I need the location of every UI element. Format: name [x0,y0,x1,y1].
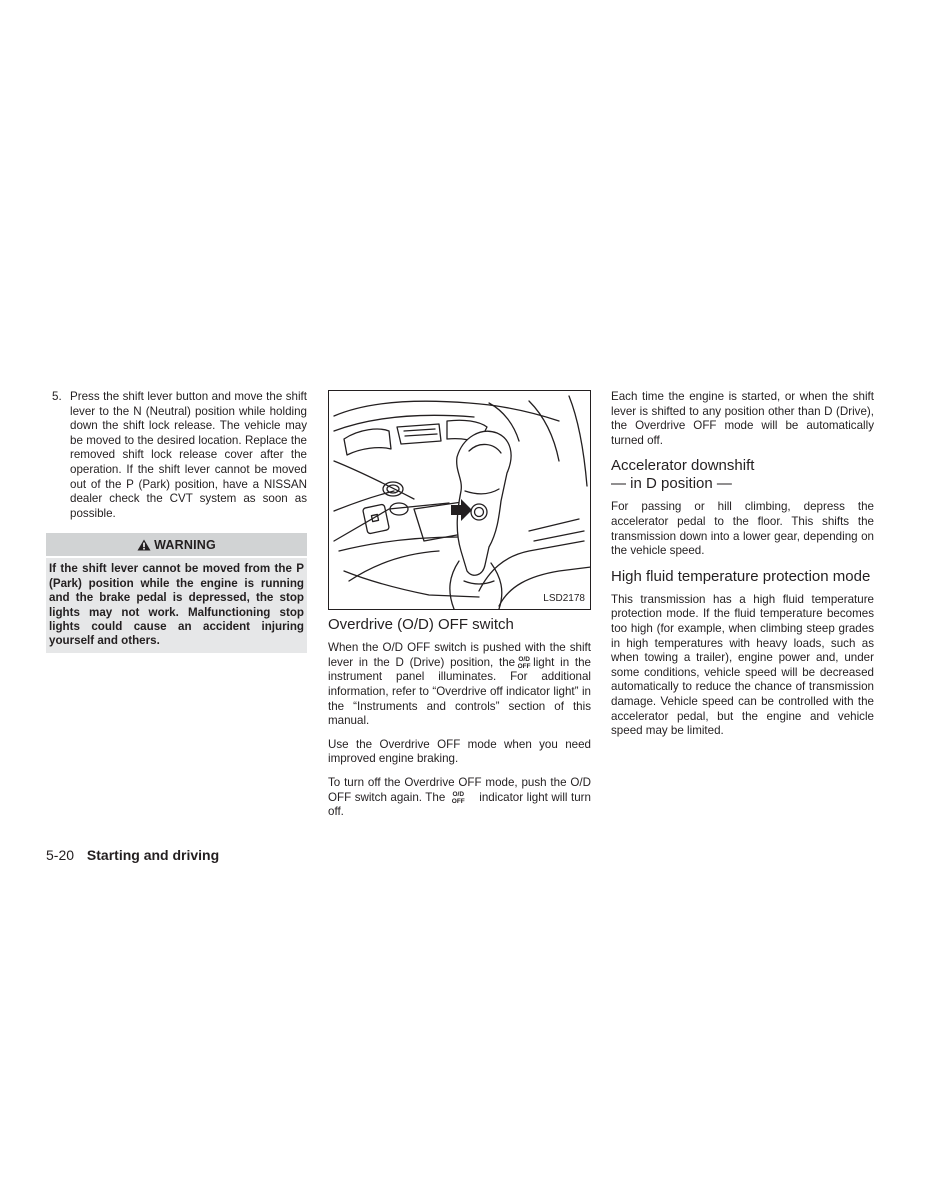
heading-line-1: Accelerator downshift [611,457,755,475]
page-number: 5-20 [46,847,75,863]
column-left [46,390,307,653]
step-5 [46,390,307,521]
paragraph-3-end: indicator light will turn off. [328,790,591,819]
accelerator-downshift-paragraph: For passing or hill climbing, depress the accelerator pedal to the floor. This shifts the transmission down into a lower gear, depending on the vehicle speed. [611,500,874,558]
fluid-temperature-paragraph: This transmission has a high fluid temperature protection mode. If the fluid temperature becomes too high (for example, when climbing steep grades in high temperatures with heavy loads, such as when towing a trailer), engine power and, under some conditions, vehicle speed will be decreased automatically to reduce the chance of transmission damage. Vehicle speed can be controlled with the accelerator pedal, but the engine and vehicle speed may be limited. [611,592,874,738]
warning-title: WARNING [154,537,216,552]
shift-lever-figure [328,390,591,610]
accelerator-downshift-heading [611,457,874,493]
column-right [611,390,874,748]
paragraph-1-start: When the O/D OFF switch is pushed with the shift lever in the D (Drive) position, the [328,641,591,669]
step-number: 5. [52,390,62,403]
od-off-indicator-icon: O/D OFF [451,790,465,805]
step-text: Press the shift lever button and move the shift lever to the N (Neutral) position while holding down the shift lock release. The vehicle may be moved to the desired location. Replace the removed shift lock release cover after the operation. If the shift lever cannot be moved out of the P (Park) position, have a NISSAN dealer check the CVT system as soon as possible. [70,390,307,520]
overdrive-paragraph-3 [328,776,591,820]
od-off-indicator-icon: O/D OFF [517,655,531,670]
heading-line-2: — in D position — [611,475,732,493]
overdrive-paragraph-1 [328,641,591,729]
overdrive-heading: Overdrive (O/D) OFF switch [328,616,514,633]
warning-header [46,533,307,556]
shift-lever-illustration [329,391,591,610]
warning-text: If the shift lever cannot be moved from the P (Park) position while the engine is running and the brake pedal is depressed, the stop lights may not work. Malfunctioning stop lights could cause an accident injuring yourself and others. [46,558,307,652]
paragraph-3-start: To turn off the Overdrive OFF mode, push the O/D OFF switch again. The [328,775,591,804]
fluid-temperature-heading: High fluid temperature protection mode [611,567,871,585]
warning-triangle-icon [137,539,151,551]
section-title: Starting and driving [86,847,220,863]
figure-code: LSD2178 [541,592,587,607]
column-middle [328,390,591,829]
warning-box [46,533,307,652]
paragraph-1-end: light in the instrument panel illuminates. For additional information, refer to “Overdrive off indicator light” in the “Instruments and controls” section of this manual. [328,655,591,728]
overdrive-auto-off-paragraph: Each time the engine is started, or when the shift lever is shifted to any position other than D (Drive), the Overdrive OFF mode will be automatically turned off. [611,390,874,447]
overdrive-paragraph-2: Use the Overdrive OFF mode when you need improved engine braking. [328,737,591,766]
page-footer [46,847,219,863]
